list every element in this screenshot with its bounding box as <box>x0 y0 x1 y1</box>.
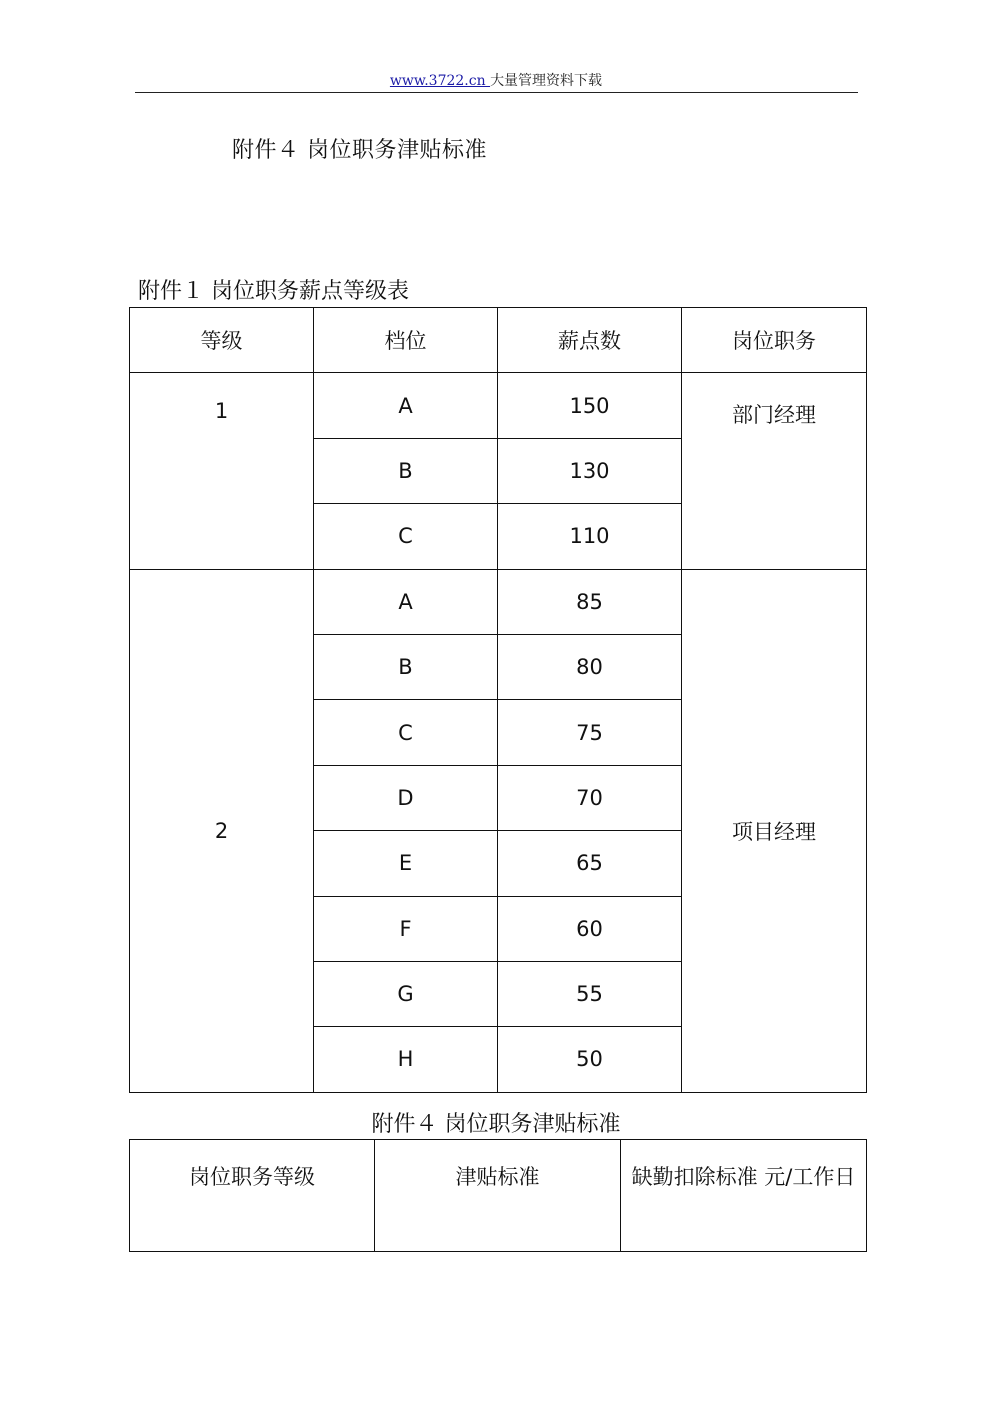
grade-cell: C <box>314 504 498 569</box>
grade-cell: H <box>314 1027 498 1092</box>
table-row <box>130 373 867 438</box>
header-tagline: 大量管理资料下载 <box>490 73 603 89</box>
allowance-standard-table <box>129 1139 867 1252</box>
table-header-row <box>130 1140 867 1252</box>
grade-cell: E <box>314 831 498 896</box>
points-cell: 65 <box>498 831 682 896</box>
column-header-position: 岗位职务 <box>682 308 867 373</box>
points-cell: 150 <box>498 373 682 438</box>
grade-cell: B <box>314 634 498 699</box>
salary-points-table <box>129 307 867 1093</box>
column-header-absence-deduction: 缺勤扣除标准 元/工作日 <box>621 1140 867 1252</box>
table-header-row <box>130 308 867 373</box>
column-header-grade: 档位 <box>314 308 498 373</box>
column-header-position-level: 岗位职务等级 <box>130 1140 375 1252</box>
grade-cell: F <box>314 896 498 961</box>
points-cell: 110 <box>498 504 682 569</box>
points-cell: 80 <box>498 634 682 699</box>
table-row <box>130 569 867 634</box>
site-link[interactable]: www.3722.cn <box>389 73 491 89</box>
document-title: 附件４ 岗位职务津贴标准 <box>232 138 487 163</box>
points-cell: 130 <box>498 438 682 503</box>
level-cell: 2 <box>130 569 314 1092</box>
points-cell: 70 <box>498 765 682 830</box>
grade-cell: A <box>314 373 498 438</box>
level-cell: 1 <box>130 373 314 569</box>
points-cell: 75 <box>498 700 682 765</box>
grade-cell: A <box>314 569 498 634</box>
points-cell: 85 <box>498 569 682 634</box>
grade-cell: G <box>314 961 498 1026</box>
salary-table-caption: 附件１ 岗位职务薪点等级表 <box>138 279 409 304</box>
allowance-table-caption: 附件４ 岗位职务津贴标准 <box>371 1112 621 1137</box>
column-header-points: 薪点数 <box>498 308 682 373</box>
position-cell: 项目经理 <box>682 569 867 1092</box>
header-divider <box>135 92 858 93</box>
position-cell: 部门经理 <box>682 373 867 569</box>
points-cell: 50 <box>498 1027 682 1092</box>
points-cell: 55 <box>498 961 682 1026</box>
grade-cell: B <box>314 438 498 503</box>
grade-cell: D <box>314 765 498 830</box>
column-header-allowance: 津贴标准 <box>375 1140 621 1252</box>
points-cell: 60 <box>498 896 682 961</box>
page-header <box>0 70 992 90</box>
grade-cell: C <box>314 700 498 765</box>
column-header-level: 等级 <box>130 308 314 373</box>
